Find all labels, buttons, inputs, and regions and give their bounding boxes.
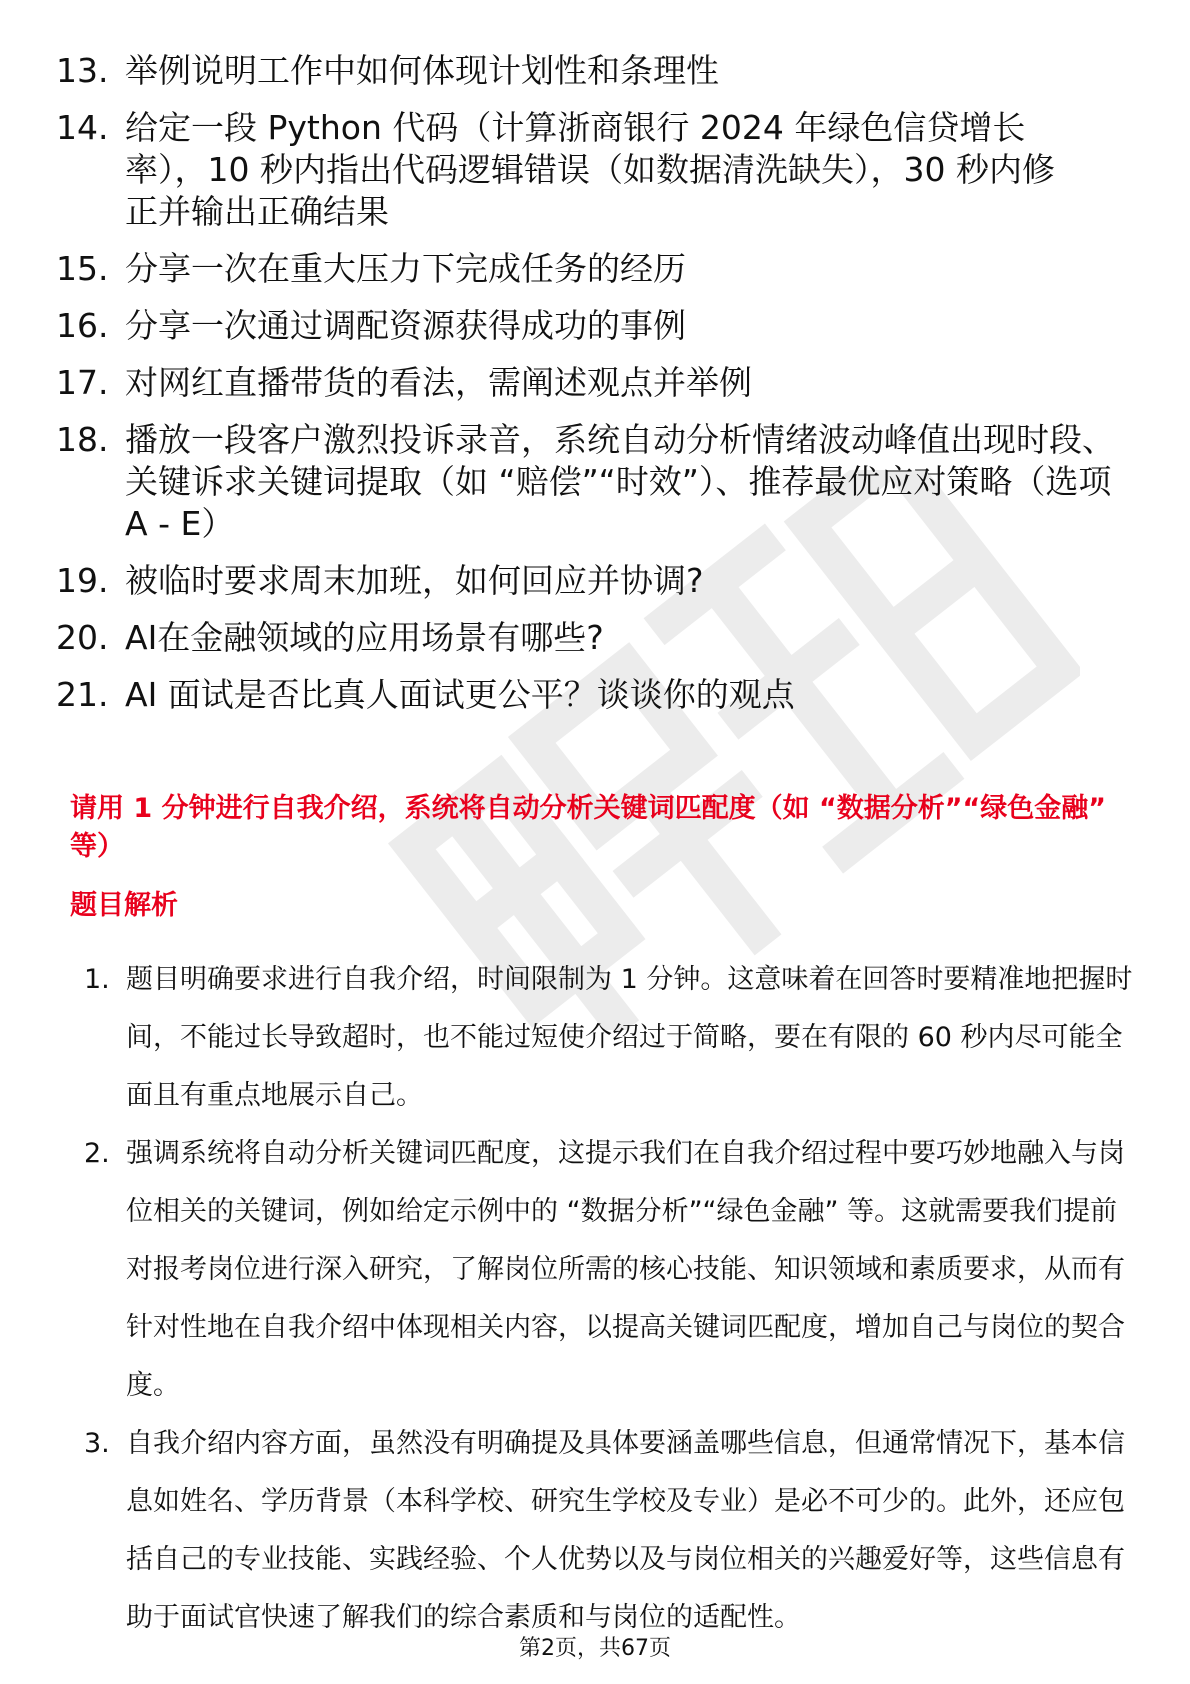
analysis-text: 强调系统将自动分析关键词匹配度，这提示我们在自我介绍过程中要巧妙地融入与岗位相关的关键词，例如给定示例中的 “数据分析”“绿色金融” 等。这就需要我们提前对报考岗位进行深入研究，了解岗位所需的核心技能、知识领域和素质要求，从而有针对性地在自我介绍中体现相关内容，以提高关键词匹配度，增加自己与岗位的契合度。: [126, 1138, 1125, 1401]
analysis-text: 自我介绍内容方面，虽然没有明确提及具体要涵盖哪些信息，但通常情况下，基本信息如姓名、学历背景（本科学校、研究生学校及专业）是必不可少的。此外，还应包括自己的专业技能、实践经验、个人优势以及与岗位相关的兴趣爱好等，这些信息有助于面试官快速了解我们的综合素质和与岗位的适配性。: [126, 1428, 1125, 1633]
question-text: 分享一次通过调配资源获得成功的事例: [125, 306, 686, 345]
question-item: [56, 362, 1136, 404]
question-item: [56, 560, 1136, 602]
analysis-text: 题目明确要求进行自我介绍，时间限制为 1 分钟。这意味着在回答时要精准地把握时间，不能过长导致超时，也不能过短使介绍过于简略，要在有限的 60 秒内尽可能全面且有重点地展示自己。: [126, 964, 1133, 1111]
question-number: 19.: [56, 561, 109, 600]
question-text: 分享一次在重大压力下完成任务的经历: [125, 249, 686, 288]
question-number: 18.: [56, 420, 109, 459]
question-item: [56, 107, 1136, 233]
question-number: 14.: [56, 108, 109, 147]
question-item: [56, 50, 1136, 92]
question-item: [56, 617, 1136, 659]
question-item: [56, 248, 1136, 290]
analysis-item: [84, 1415, 1134, 1647]
question-text: 给定一段 Python 代码（计算浙商银行 2024 年绿色信贷增长率），10 秒内指出代码逻辑错误（如数据清洗缺失），30 秒内修正并输出正确结果: [125, 108, 1055, 231]
question-number: 17.: [56, 363, 109, 402]
analysis-item: [84, 951, 1134, 1125]
question-text: 播放一段客户激烈投诉录音，系统自动分析情绪波动峰值出现时段、关键诉求关键词提取（如 “赔偿”“时效”）、推荐最优应对策略（选项 A - E）: [125, 420, 1115, 543]
question-number: 20.: [56, 618, 109, 657]
page-footer: 第2页，共67页: [519, 1636, 671, 1661]
analysis-number: 2.: [84, 1138, 110, 1169]
question-text: 对网红直播带货的看法，需阐述观点并举例: [125, 363, 752, 402]
interview-prompt: 请用 1 分钟进行自我介绍，系统将自动分析关键词匹配度（如 “数据分析”“绿色金融” 等）: [70, 793, 1106, 862]
question-text: AI 面试是否比真人面试更公平？谈谈你的观点: [125, 675, 795, 714]
analysis-item: [84, 1125, 1134, 1415]
question-text: AI在金融领域的应用场景有哪些?: [125, 618, 604, 657]
question-number: 13.: [56, 51, 109, 90]
analysis-number: 3.: [84, 1428, 110, 1459]
analysis-list: [84, 951, 1134, 1647]
question-item: [56, 674, 1136, 716]
question-item: [56, 305, 1136, 347]
question-number: 21.: [56, 675, 109, 714]
question-number: 15.: [56, 249, 109, 288]
question-text: 被临时要求周末加班，如何回应并协调?: [125, 561, 704, 600]
question-number: 16.: [56, 306, 109, 345]
question-text: 举例说明工作中如何体现计划性和条理性: [125, 51, 719, 90]
analysis-number: 1.: [84, 964, 110, 995]
question-list: [56, 50, 1136, 716]
question-item: [56, 419, 1136, 545]
section-title: 题目解析: [70, 890, 178, 921]
